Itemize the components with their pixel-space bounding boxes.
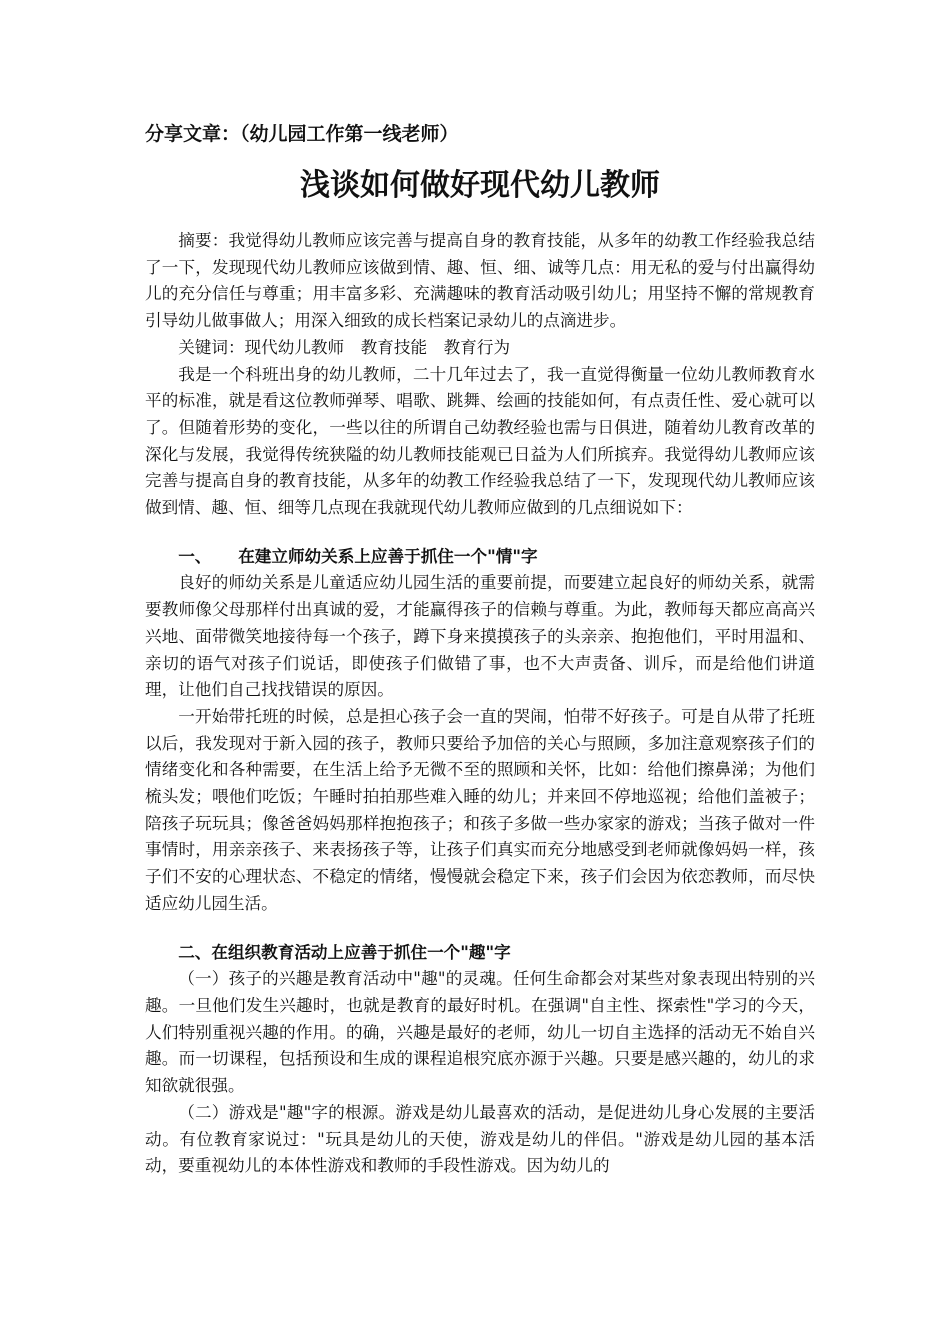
section-1-paragraph-2: 一开始带托班的时候，总是担心孩子会一直的哭闹，怕带不好孩子。可是自从带了托班以后，我发现对于新入园的孩子，教师只要给予加倍的关心与照顾，多加注意观察孩子们的情绪变化和各种需要，在生活上给予无微不至的照顾和关怀，比如：给他们擦鼻涕；为他们梳头发；喂他们吃饭；午睡时拍拍那些难入睡的幼儿；并来回不停地巡视；给他们盖被子；陪孩子玩玩具；像爸爸妈妈那样抱抱孩子；和孩子多做一些办家家的游戏；当孩子做对一件事情时，用亲亲孩子、来表扬孩子等，让孩子们真实而充分地感受到老师就像妈妈一样，孩子们不安的心理状态、不稳定的情绪，慢慢就会稳定下来，孩子们会因为依恋教师，而尽快适应幼儿园生活。 xyxy=(145,706,815,913)
section-2-paragraph-2: （二）游戏是"趣"字的根源。游戏是幼儿最喜欢的活动，是促进幼儿身心发展的主要活动。有位教育家说过："玩具是幼儿的天使，游戏是幼儿的伴侣。"游戏是幼儿园的基本活动，要重视幼儿的本体性游戏和教师的手段性游戏。因为幼儿的 xyxy=(145,1102,815,1176)
intro-paragraph: 我是一个科班出身的幼儿教师，二十几年过去了，我一直觉得衡量一位幼儿教师教育水平的标准，就是看这位教师弹琴、唱歌、跳舞、绘画的技能如何，有点责任性、爱心就可以了。但随着形势的变化，一些以往的所谓自己幼教经验也需与日俱进，随着幼儿教育改革的深化与发展，我觉得传统狭隘的幼儿教师技能观已日益为人们所摈弃。我觉得幼儿教师应该完善与提高自身的教育技能，从多年的幼教工作经验我总结了一下，发现现代幼儿教师应该做到情、趣、恒、细等几点现在我就现代幼儿教师应做到的几点细说如下： xyxy=(145,364,815,518)
section-1-paragraph-1: 良好的师幼关系是儿童适应幼儿园生活的重要前提，而要建立起良好的师幼关系，就需要教师像父母那样付出真诚的爱，才能赢得孩子的信赖与尊重。为此，教师每天都应高高兴兴地、面带微笑地接待每一个孩子，蹲下身来摸摸孩子的头亲亲、抱抱他们，平时用温和、亲切的语气对孩子们说话，即使孩子们做错了事，也不大声责备、训斥，而是给他们讲道理，让他们自己找找错误的原因。 xyxy=(145,573,815,700)
section-1-number: 一、 xyxy=(178,546,212,566)
share-label: 分享文章：（幼儿园工作第一线老师） xyxy=(145,123,459,145)
abstract-paragraph: 摘要：我觉得幼儿教师应该完善与提高自身的教育技能，从多年的幼教工作经验我总结了一下，发现现代幼儿教师应该做到情、趣、恒、细、诚等几点：用无私的爱与付出赢得幼儿的充分信任与尊重；用丰富多彩、充满趣味的教育活动吸引幼儿；用坚持不懈的常规教育引导幼儿做事做人；用深入细致的成长档案记录幼儿的点滴进步。 xyxy=(145,231,815,331)
spacer xyxy=(145,918,815,940)
article-title: 浅谈如何做好现代幼儿教师 xyxy=(300,168,660,203)
section-2-heading: 二、在组织教育活动上应善于抓住一个"趣"字 xyxy=(178,942,511,962)
section-2-paragraph-1: （一）孩子的兴趣是教育活动中"趣"的灵魂。任何生命都会对某些对象表现出特别的兴趣。一旦他们发生兴趣时，也就是教育的最好时机。在强调"自主性、探索性"学习的今天，人们特别重视兴趣的作用。的确，兴趣是最好的老师，幼儿一切自主选择的活动无不始自兴趣。而一切课程，包括预设和生成的课程追根究底亦源于兴趣。只要是感兴趣的，幼儿的求知欲就很强。 xyxy=(145,969,815,1096)
keywords-paragraph: 关键词：现代幼儿教师 教育技能 教育行为 xyxy=(178,337,511,357)
spacer xyxy=(145,522,815,544)
section-1-heading xyxy=(145,544,815,571)
section-1-heading-text: 在建立师幼关系上应善于抓住一个"情"字 xyxy=(238,546,538,566)
